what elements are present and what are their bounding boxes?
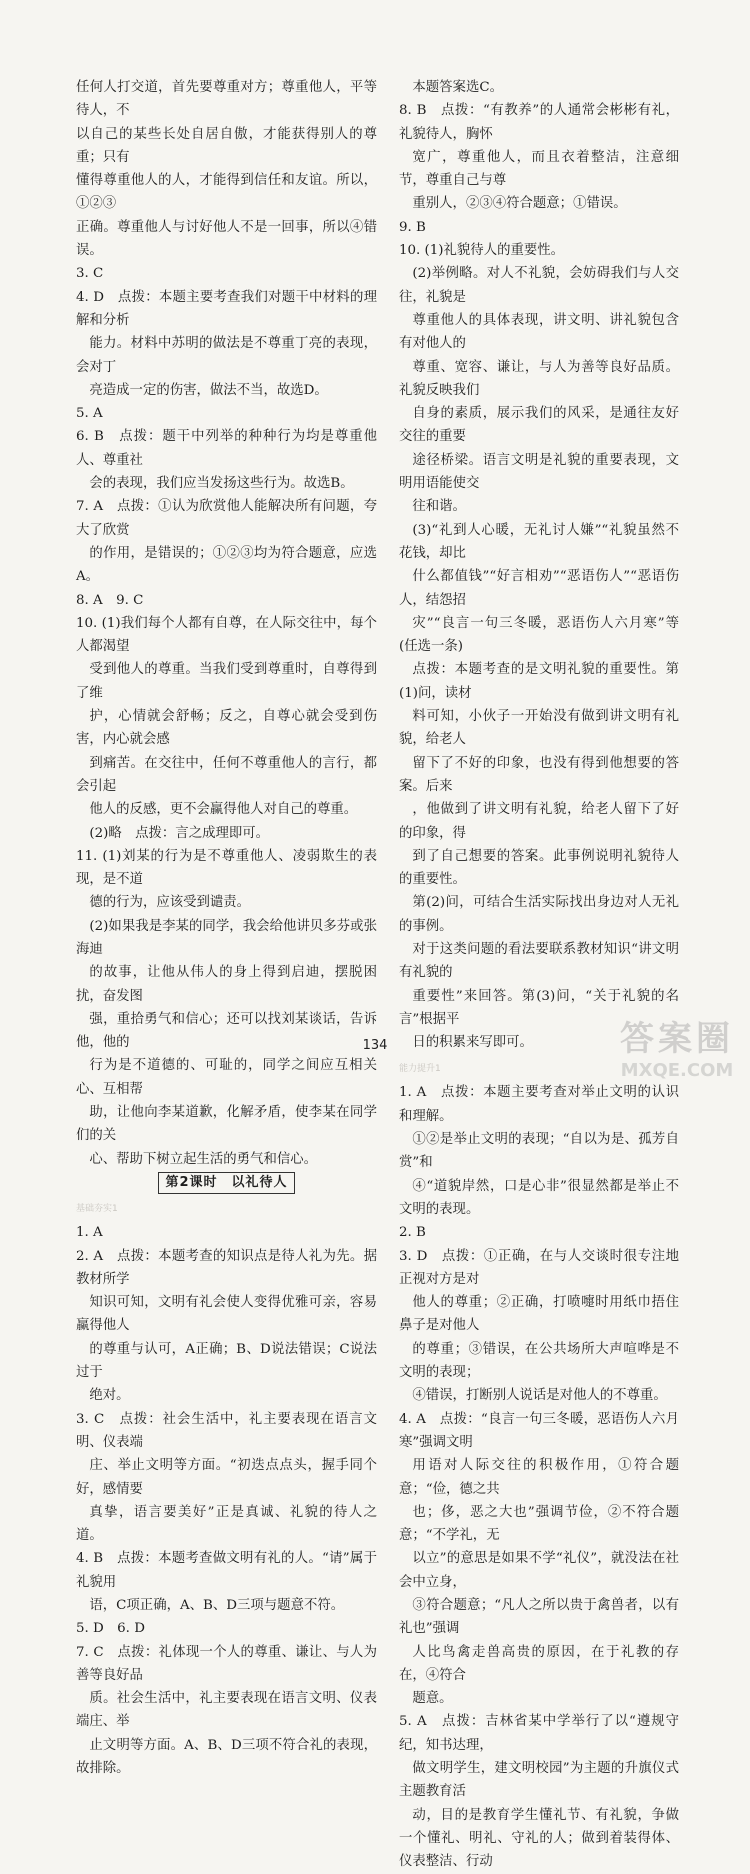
answer-line: ，他做到了讲文明有礼貌，给老人留下了好的印象，得 — [399, 802, 679, 841]
answer-line: 4. A 点拨：“良言一句三冬暖，恶语伤人六月寒”强调文明 — [399, 1411, 679, 1450]
answer-line: 料可知，小伙子一开始没有做到讲文明有礼貌，给老人 — [399, 709, 679, 748]
answer-line: 重要性”来回答。第(3)问，“关于礼貌的名言”根据平 — [399, 988, 679, 1027]
answer-line: 动，目的是教育学生懂礼节、有礼貌，争做一个懂礼、明礼、守礼的人；做到着装得体、仪表整洁、行动 — [399, 1807, 679, 1870]
answer-line: 心、帮助下树立起生活的勇气和信心。 — [89, 1151, 318, 1167]
answer-line: 什么都值钱”“好言相劝”“恶语伤人”“恶语伤人，结怨招 — [399, 569, 679, 608]
answer-line: 9. B — [399, 219, 426, 235]
answer-line: 宽广，尊重他人，而且衣着整洁，注意细节，尊重自己与尊 — [399, 149, 679, 189]
faded-subsection-label: 基础夯实1 — [76, 1204, 118, 1215]
answer-line: (2)如果我是李某的同学，我会给他讲贝多芬或张海迪 — [76, 918, 377, 957]
answer-line: 日的积累来写即可。 — [412, 1035, 533, 1051]
answer-line: 人比鸟禽走兽高贵的原因，在于礼教的存在，④符合 — [399, 1644, 679, 1683]
answer-line: ④错误，打断别人说话是对他人的不尊重。 — [412, 1388, 667, 1404]
answer-line: 3. C 点拨：社会生活中，礼主要表现在语言文明、仪表端 — [76, 1411, 377, 1450]
answer-line: 以自己的某些长处自居自傲，才能获得别人的尊重；只有 — [76, 126, 377, 165]
answer-line: 第(2)问，可结合生活实际找出身边对人无礼的事例。 — [399, 895, 679, 934]
answer-line: 做文明学生，建文明校园”为主题的升旗仪式主题教育活 — [399, 1761, 679, 1800]
right-column — [399, 76, 679, 1874]
answer-line: 行为是不道德的、可耻的，同学之间应互相关心、互相帮 — [76, 1058, 377, 1097]
answer-line: 11. (1)刘某的行为是不尊重他人、凌弱欺生的表现，是不道 — [76, 848, 377, 888]
answer-line: 10. (1)我们每个人都有自尊，在人际交往中，每个人都渴望 — [76, 615, 377, 655]
answer-line: 5. A — [76, 406, 103, 422]
answer-line: ④“道貌岸然，口是心非”很显然都是举止不文明的表现。 — [399, 1178, 679, 1217]
answer-line: 本题答案选C。 — [412, 80, 503, 95]
answer-line: 到痛苦。在交往中，任何不尊重他人的言行，都会引起 — [76, 755, 377, 794]
answer-line: 也；侈，恶之大也”强调节俭，②不符合题意；“不学礼，无 — [399, 1504, 679, 1544]
answer-line: (2)略 点拨：言之成理即可。 — [89, 825, 270, 841]
answer-line: 能力。材料中苏明的做法是不尊重丁亮的表现，会对丁 — [76, 336, 377, 375]
answer-line: 任何人打交道，首先要尊重对方；尊重他人，平等待人，不 — [76, 80, 377, 119]
answer-line: 1. A 点拨：本题主要考查对举止文明的认识和理解。 — [399, 1085, 679, 1124]
answer-line: 5. D 6. D — [76, 1621, 145, 1637]
watermark-domain: MXQE.COM — [620, 1060, 734, 1081]
answer-line: 的故事，让他从伟人的身上得到启迪，摆脱困扰，奋发图 — [76, 965, 377, 1004]
answer-line: 他人的尊重；②正确，打喷嚏时用纸巾捂住鼻子是对他人 — [399, 1295, 679, 1334]
answer-line: 2. B — [399, 1225, 426, 1241]
answer-line: 知识可知，文明有礼会使人变得优雅可亲，容易赢得他人 — [76, 1295, 377, 1334]
answer-line: 题意。 — [412, 1691, 453, 1707]
answer-line: 他人的反感，更不会赢得他人对自己的尊重。 — [89, 802, 358, 818]
answer-line: 会的表现，我们应当发扬这些行为。故选B。 — [89, 476, 354, 492]
answer-line: 尊重、宽容、谦让，与人为善等良好品质。礼貌反映我们 — [399, 359, 679, 398]
answer-line: 留下了不好的印象，也没有得到他想要的答案。后来 — [399, 755, 679, 794]
answer-line: 语，C项正确，A、B、D三项与题意不符。 — [89, 1598, 345, 1613]
answer-line: 8. B 点拨：“有教养”的人通常会彬彬有礼，礼貌待人，胸怀 — [399, 103, 679, 142]
answer-line: 7. A 点拨：①认为欣赏他人能解决所有问题，夸大了欣赏 — [76, 499, 377, 538]
answer-line: (3)“礼到人心暖，无礼讨人嫌”“礼貌虽然不花钱，却比 — [399, 522, 679, 561]
answer-line: 4. D 点拨：本题主要考查我们对题干中材料的理解和分析 — [76, 289, 377, 328]
answer-line: 尊重他人的具体表现，讲文明、讲礼貌包含有对他人的 — [399, 312, 679, 352]
answer-line: 6. B 点拨：题干中列举的种种行为均是尊重他人、尊重社 — [76, 429, 377, 468]
answer-line: 途径桥梁。语言文明是礼貌的重要表现，文明用语能使交 — [399, 452, 679, 492]
answer-line: 护，心情就会舒畅；反之，自尊心就会受到伤害，内心就会感 — [76, 709, 377, 748]
answer-line: 对于这类问题的看法要联系教材知识“讲文明有礼貌的 — [399, 941, 679, 981]
answer-line: 真挚，语言要美好”正是真诚、礼貌的待人之道。 — [76, 1504, 377, 1544]
answer-line: 到了自己想要的答案。此事例说明礼貌待人的重要性。 — [399, 848, 679, 888]
answer-line: 庄、举止文明等方面。“初迭点点头，握手同个好，感情要 — [76, 1458, 377, 1497]
answer-line: ③符合题意；“凡人之所以贵于禽兽者，以有礼也”强调 — [399, 1598, 679, 1637]
answer-line: 正确。尊重他人与讨好他人不是一回事，所以④错误。 — [76, 219, 377, 259]
answer-line: 的尊重；③错误，在公共场所大声喧哗是不文明的表现； — [399, 1341, 679, 1381]
answer-line: 1. A — [76, 1225, 103, 1241]
answer-line: 的作用，是错误的；①②③均为符合题意，应选A。 — [76, 545, 377, 585]
answer-line: 以立”的意思是如果不学“礼仪”，就没法在社会中立身， — [399, 1551, 679, 1590]
answer-line: 灾”“良言一句三冬暖，恶语伤人六月寒”等(任选一条) — [399, 615, 679, 655]
faded-subsection-label: 能力提升1 — [399, 1064, 441, 1075]
watermark-logo — [612, 1018, 742, 1084]
answer-line: 3. C — [76, 266, 104, 282]
left-column — [76, 76, 377, 1780]
answer-line: 的尊重与认可，A正确；B、D说法错误；C说法过于 — [76, 1341, 377, 1381]
answer-line: 重别人，②③④符合题意；①错误。 — [412, 196, 627, 212]
answer-line: 2. A 点拨：本题考查的知识点是待人礼为先。据教材所学 — [76, 1248, 377, 1287]
answer-line: ①②是举止文明的表现；“自以为是、孤芳自赏”和 — [399, 1132, 679, 1171]
answer-line: 止文明等方面。A、B、D三项不符合礼的表现，故排除。 — [76, 1737, 377, 1777]
page-number: 134 — [362, 1038, 388, 1053]
answer-line: 助，让他向李某道歉，化解矛盾，使李某在同学们的关 — [76, 1105, 377, 1144]
answer-line: 8. A 9. C — [76, 592, 144, 608]
watermark-text: 答案圈 — [620, 1019, 734, 1059]
answer-line: (2)举例略。对人不礼貌，会妨碍我们与人交往，礼貌是 — [399, 266, 679, 305]
answer-line: 绝对。 — [89, 1388, 130, 1404]
answer-line: 德的行为，应该受到谴责。 — [89, 895, 251, 911]
answer-line: 亮造成一定的伤害，做法不当，故选D。 — [89, 382, 328, 398]
answer-line: 点拨：本题考查的是文明礼貌的重要性。第(1)问，读材 — [399, 662, 679, 701]
answer-line: 往和谐。 — [412, 499, 466, 515]
answer-line: 懂得尊重他人的人，才能得到信任和友谊。所以，①②③ — [76, 173, 377, 212]
answer-line: 自身的素质，展示我们的风采，是通往友好交往的重要 — [399, 406, 679, 445]
answer-line: 4. B 点拨：本题考查做文明有礼的人。“请”属于礼貌用 — [76, 1551, 377, 1590]
section-heading-text: 第2课时 以礼待人 — [158, 1172, 294, 1194]
answer-line: 3. D 点拨：①正确，在与人交谈时很专注地正视对方是对 — [399, 1248, 679, 1287]
section-heading — [76, 1171, 377, 1194]
answer-line: 10. (1)礼貌待人的重要性。 — [399, 243, 565, 259]
answer-line: 5. A 点拨：吉林省某中学举行了以“遵规守纪，知书达理， — [399, 1714, 679, 1753]
answer-line: 受到他人的尊重。当我们受到尊重时，自尊得到了维 — [76, 662, 377, 701]
answer-line: 用语对人际交往的积极作用，①符合题意；“俭，德之共 — [399, 1458, 679, 1497]
answer-line: 质。社会生活中，礼主要表现在语言文明、仪表端庄、举 — [76, 1691, 377, 1730]
answer-line: 7. C 点拨：礼体现一个人的尊重、谦让、与人为善等良好品 — [76, 1644, 377, 1683]
answer-line: 强，重拾勇气和信心；还可以找刘某谈话，告诉他，他的 — [76, 1011, 377, 1051]
